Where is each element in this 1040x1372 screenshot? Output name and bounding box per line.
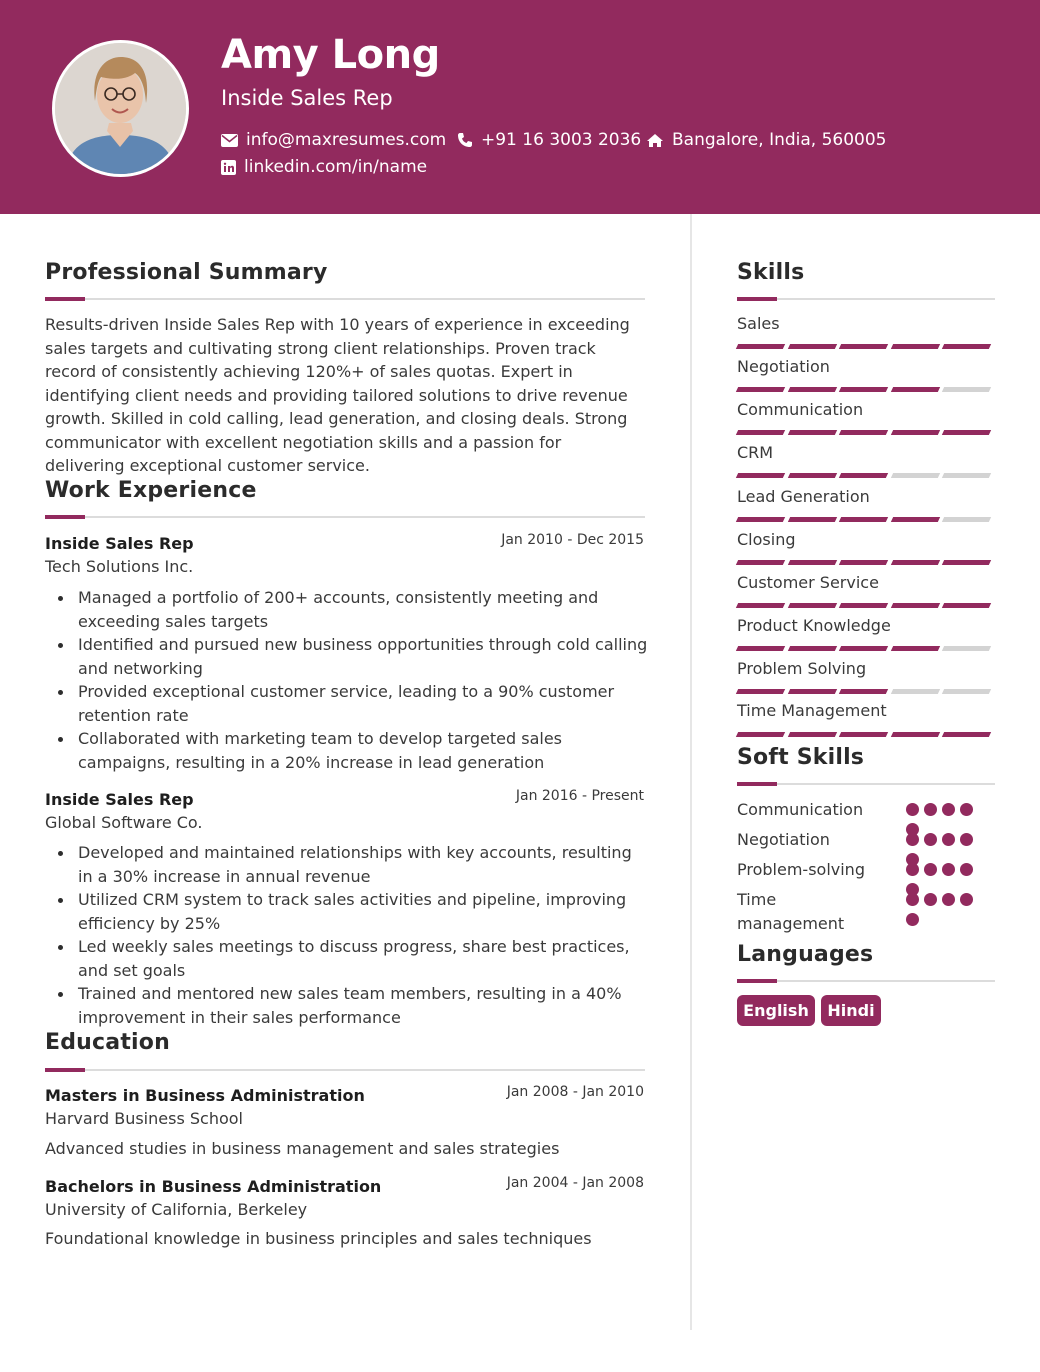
skill-level-segment <box>787 387 836 392</box>
skill-level-segment <box>736 646 785 651</box>
soft-skill-dot <box>960 803 973 816</box>
skill-level-segment <box>890 560 939 565</box>
languages-heading: Languages <box>737 942 874 967</box>
skill-name: Lead Generation <box>737 487 870 506</box>
job-1-bullet-4: Collaborated with marketing team to develop targeted sales campaigns, resulting in a 20% increase in lead generation <box>58 727 648 774</box>
skill-level-segment <box>942 344 991 349</box>
job-2-title: Inside Sales Rep <box>45 790 194 809</box>
skill-name: CRM <box>737 443 774 462</box>
skill-level-segment <box>839 473 888 478</box>
skill-level-segment <box>890 517 939 522</box>
portrait-image <box>55 43 186 174</box>
soft-skill-name: Problem-solving <box>737 860 865 879</box>
skill-level-segment <box>736 732 785 737</box>
skill-level-segment <box>839 344 888 349</box>
summary-rule <box>45 298 645 300</box>
soft-skill-name: Negotiation <box>737 830 830 849</box>
contact-phone[interactable] <box>457 130 641 150</box>
skill-level-segment <box>942 603 991 608</box>
skill-level-segment <box>942 560 991 565</box>
skill-level-segment <box>942 646 991 651</box>
skill-level-segment <box>942 387 991 392</box>
skill-level-segment <box>890 430 939 435</box>
languages-rule-accent <box>737 979 777 983</box>
soft-skill-dot <box>906 833 919 846</box>
soft-skill-dot <box>906 803 919 816</box>
skill-name: Negotiation <box>737 357 830 376</box>
skill-level-segment <box>942 732 991 737</box>
skill-level-segment <box>787 732 836 737</box>
skill-name: Product Knowledge <box>737 616 891 635</box>
skill-level-segment <box>942 517 991 522</box>
job-1-title: Inside Sales Rep <box>45 534 194 553</box>
skills-rule-accent <box>737 297 777 301</box>
skill-name: Problem Solving <box>737 659 867 678</box>
skill-level-segment <box>839 689 888 694</box>
skill-level-segment <box>839 560 888 565</box>
skill-level-segment <box>890 646 939 651</box>
soft-skill-dot <box>906 913 919 926</box>
experience-rule-accent <box>45 515 85 519</box>
soft-skill-dot <box>906 893 919 906</box>
edu-2-school: University of California, Berkeley <box>45 1200 308 1219</box>
summary-text: Results-driven Inside Sales Rep with 10 years of experience in exceeding sales targets and cultivating strong client relationships. Proven track record of consistently achieving 120%+ of sales quotas. Expert in identifying client needs and providing tailored solutions to drive revenue growth. Skilled in cold calling, lead generation, and closing deals. Strong communicator with excellent negotiation skills and a passion for delivering exceptional customer service. <box>45 315 630 475</box>
candidate-name: Amy Long <box>221 32 440 78</box>
skill-level-segment <box>890 473 939 478</box>
education-rule-accent <box>45 1068 85 1072</box>
skill-level-segment <box>942 689 991 694</box>
phone-icon <box>457 132 473 148</box>
job-2-bullet-1: Developed and maintained relationships with key accounts, resulting in a 30% increase in annual revenue <box>58 841 648 888</box>
skill-level-segment <box>787 689 836 694</box>
email-text: info@maxresumes.com <box>246 130 447 150</box>
job-1-bullet-2: Identified and pursued new business opportunities through cold calling and networking <box>58 633 648 680</box>
job-2-company: Global Software Co. <box>45 813 203 832</box>
contact-email[interactable] <box>221 130 446 150</box>
contact-linkedin[interactable] <box>221 157 427 177</box>
skill-level-segment <box>839 646 888 651</box>
summary-heading: Professional Summary <box>45 260 328 285</box>
skill-level-segment <box>890 603 939 608</box>
contact-address <box>646 130 887 150</box>
skill-level-segment <box>787 603 836 608</box>
skill-level-segment <box>736 560 785 565</box>
resume-header <box>0 0 1040 214</box>
skill-level-segment <box>942 430 991 435</box>
edu-1-dates: Jan 2008 - Jan 2010 <box>506 1084 644 1100</box>
edu-1-description: Advanced studies in business management and sales strategies <box>45 1139 560 1158</box>
skill-level-segment <box>890 689 939 694</box>
soft-skill-dot <box>942 803 955 816</box>
soft-skill-dot <box>924 893 937 906</box>
email-icon <box>221 134 238 147</box>
language-tag: English <box>737 995 815 1026</box>
soft-skill-dot <box>942 863 955 876</box>
edu-2-description: Foundational knowledge in business principles and sales techniques <box>45 1229 592 1248</box>
soft-skills-rule-accent <box>737 782 777 786</box>
soft-skill-dot <box>960 863 973 876</box>
soft-skill-name: Communication <box>737 800 864 819</box>
language-tag: Hindi <box>821 995 881 1026</box>
linkedin-icon <box>221 160 236 175</box>
skill-level-segment <box>736 603 785 608</box>
skill-level-segment <box>736 689 785 694</box>
skill-level-segment <box>736 344 785 349</box>
skill-name: Customer Service <box>737 573 879 592</box>
skill-level-segment <box>839 430 888 435</box>
skill-level-segment <box>736 387 785 392</box>
edu-1-school: Harvard Business School <box>45 1109 243 1128</box>
skill-level-segment <box>890 387 939 392</box>
job-2-bullets <box>58 841 648 1029</box>
soft-skill-dot <box>924 833 937 846</box>
job-2-bullet-2: Utilized CRM system to track sales activities and pipeline, improving efficiency by 25% <box>58 888 648 935</box>
education-heading: Education <box>45 1030 170 1055</box>
skill-level-segment <box>839 387 888 392</box>
soft-skill-dot <box>960 833 973 846</box>
linkedin-text: linkedin.com/in/name <box>244 157 428 177</box>
job-1-bullet-3: Provided exceptional customer service, leading to a 90% customer retention rate <box>58 680 648 727</box>
edu-2-dates: Jan 2004 - Jan 2008 <box>506 1175 644 1191</box>
job-1-bullet-1: Managed a portfolio of 200+ accounts, consistently meeting and exceeding sales targets <box>58 586 648 633</box>
skill-name: Sales <box>737 314 780 333</box>
skill-level-segment <box>787 560 836 565</box>
skill-level-segment <box>839 732 888 737</box>
experience-rule <box>45 516 645 518</box>
skill-level-segment <box>890 344 939 349</box>
edu-1-degree: Masters in Business Administration <box>45 1086 365 1105</box>
skill-level-segment <box>787 344 836 349</box>
skill-level-segment <box>839 517 888 522</box>
soft-skill-dot <box>960 893 973 906</box>
skills-heading: Skills <box>737 260 805 285</box>
home-icon <box>646 133 664 148</box>
soft-skill-dot <box>942 833 955 846</box>
skill-level-segment <box>787 473 836 478</box>
address-text: Bangalore, India, 560005 <box>672 130 887 150</box>
skill-level-segment <box>942 473 991 478</box>
skill-level-segment <box>736 473 785 478</box>
skill-level-segment <box>839 603 888 608</box>
soft-skill-name: Time management <box>737 890 845 933</box>
profile-photo <box>52 40 189 177</box>
skill-level-segment <box>736 517 785 522</box>
soft-skill-dot <box>942 893 955 906</box>
job-2-bullet-3: Led weekly sales meetings to discuss progress, share best practices, and set goals <box>58 935 648 982</box>
soft-skill-dot <box>924 803 937 816</box>
education-rule <box>45 1069 645 1071</box>
job-2-bullet-4: Trained and mentored new sales team members, resulting in a 40% improvement in their sales performance <box>58 982 648 1029</box>
candidate-title: Inside Sales Rep <box>221 86 393 110</box>
job-2-dates: Jan 2016 - Present <box>515 788 644 804</box>
job-1-dates: Jan 2010 - Dec 2015 <box>501 532 644 548</box>
skill-level-segment <box>787 430 836 435</box>
summary-rule-accent <box>45 297 85 301</box>
soft-skill-dot <box>906 863 919 876</box>
skill-level-segment <box>787 646 836 651</box>
phone-text: +91 16 3003 2036 <box>481 130 642 150</box>
skill-level-segment <box>736 430 785 435</box>
job-1-company: Tech Solutions Inc. <box>45 557 194 576</box>
skill-name: Time Management <box>737 701 887 720</box>
skill-level-segment <box>890 732 939 737</box>
edu-2-degree: Bachelors in Business Administration <box>45 1177 382 1196</box>
skill-level-segment <box>787 517 836 522</box>
skill-name: Communication <box>737 400 864 419</box>
column-divider <box>690 214 692 1330</box>
soft-skill-dot <box>924 863 937 876</box>
skill-name: Closing <box>737 530 796 549</box>
soft-skills-heading: Soft Skills <box>737 745 865 770</box>
job-1-bullets <box>58 586 648 774</box>
experience-heading: Work Experience <box>45 478 257 503</box>
